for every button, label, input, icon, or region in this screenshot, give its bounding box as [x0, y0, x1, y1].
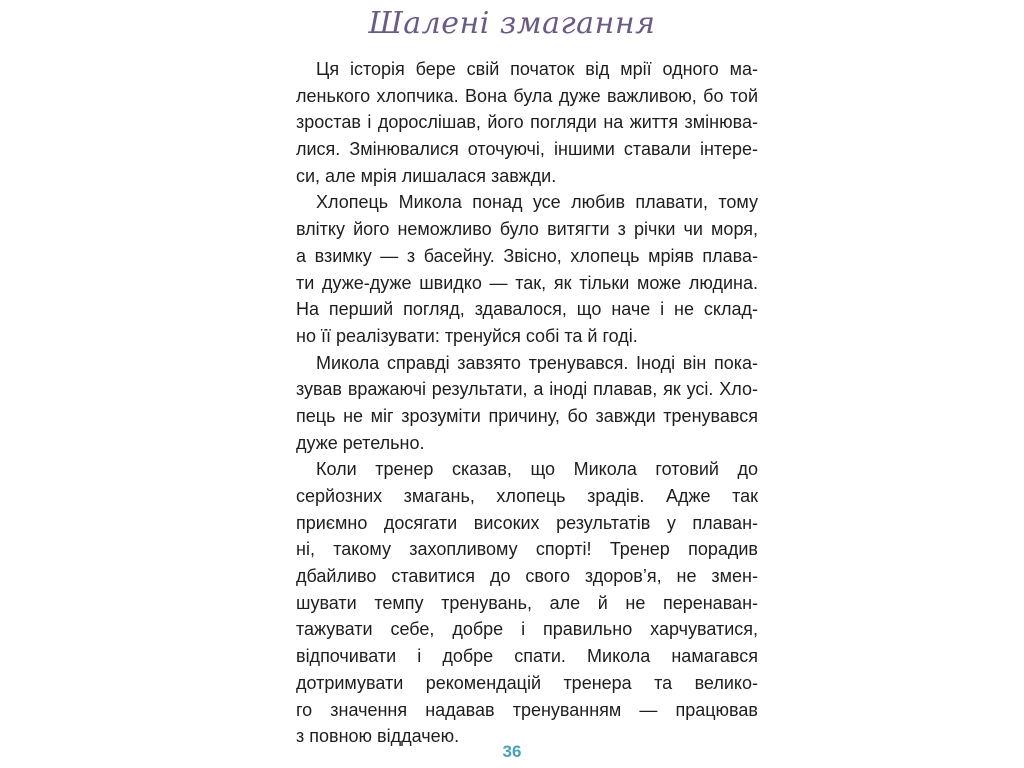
page-number: 36 — [502, 742, 522, 761]
text-line: а взимку — з басейну. Звісно, хлопець мріяв плава- — [296, 245, 758, 266]
text-line: лися. Змінювалися оточуючі, іншими ставали інтере- — [296, 139, 758, 160]
text-line: з повною віддачею. — [296, 726, 460, 747]
text-line: но її реалізувати: тренуйся собі та й годі. — [296, 325, 638, 346]
text-line: серйозних змагань, хлопець зрадів. Адже так — [296, 486, 758, 506]
text-line: приємно досягати високих результатів у плаван- — [296, 512, 758, 533]
text-line: На перший погляд, здавалося, що наче і не склад- — [296, 299, 758, 320]
text-line: Микола справді завзято тренувався. Іноді він пока- — [316, 352, 758, 373]
text-line: ні, такому захопливому спорті! Тренер порадив — [296, 539, 758, 560]
text-line: дбайливо ставитися до свого здоров’я, не змен- — [296, 566, 758, 587]
text-line: шувати темпу тренувань, але й не перенаван- — [296, 592, 758, 613]
text-line: си, але мрія лишалася завжди. — [296, 165, 557, 186]
text-line: зростав і дорослішав, його погляди на життя змінюва- — [296, 112, 758, 133]
chapter-title: Шалені змагання — [368, 6, 656, 41]
text-line: ленького хлопчика. Вона була дуже важливою, бо той — [296, 85, 758, 106]
text-line: дотримувати рекомендацій тренера та велико- — [296, 672, 758, 693]
body-text — [296, 56, 758, 750]
text-line: Ця історія бере свій початок від мрії одного ма- — [316, 59, 758, 79]
text-line: Коли тренер сказав, що Микола готовий до — [316, 459, 758, 480]
text-line: тажувати себе, добре і правильно харчуватися, — [296, 619, 758, 640]
text-line: го значення надавав тренуванням — працював — [296, 699, 758, 720]
text-line: ти дуже-дуже швидко — так, як тільки може людина. — [296, 272, 758, 293]
text-line: пець не міг зрозуміти причину, бо завжди тренувався — [296, 405, 758, 426]
text-line: зував вражаючі результати, а іноді плавав, як усі. Хло- — [296, 379, 758, 400]
text-line: відпочивати і добре спати. Микола намагався — [296, 646, 758, 667]
text-line: Хлопець Микола понад усе любив плавати, тому — [316, 192, 758, 213]
text-line: влітку його неможливо було витягти з річки чи моря, — [296, 219, 758, 240]
text-line: дуже ретельно. — [296, 432, 425, 453]
